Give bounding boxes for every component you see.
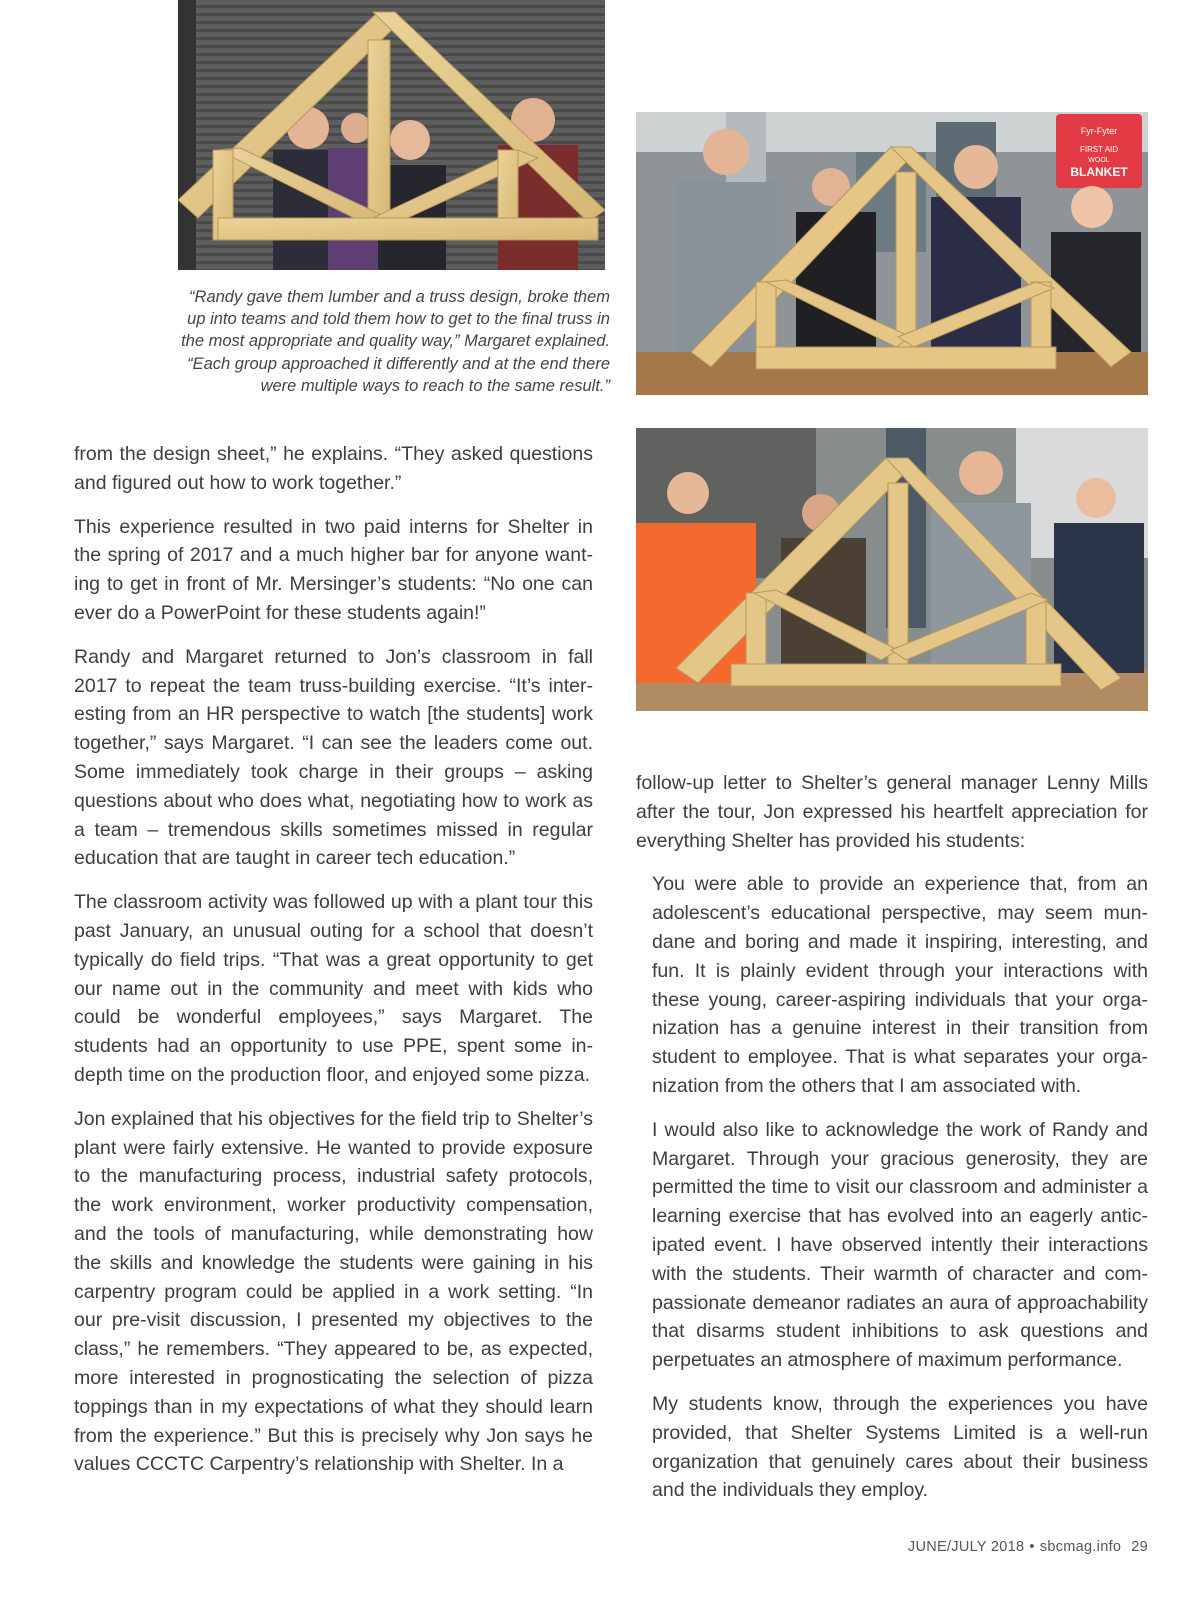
paragraph: from the design sheet,” he explains. “They asked questions and figured out how to work together.” (74, 443, 593, 494)
footer-separator: • (1029, 1539, 1035, 1555)
article-left-column (74, 440, 593, 1494)
sign-line-3: BLANKET (1070, 165, 1128, 179)
paragraph: Jon explained that his objectives for the field trip to Shelter’s plant were fairly extensive. He wanted to provide exposure to the manufacturing process, industrial safety protocols, the work environment, worker productivity compensation, and the tools of manufacturing, while demonstrating how the skills and knowledge the students were gaining in his carpentry program could be applied in a work setting. “In our pre-visit discussion, I presented my objectives to the class,” he remembers. “They appeared to be, as expected, more interested in prognosticating the selection of pizza toppings than in my expectations of what they should learn from the experience.” But this is precisely why Jon says he values CCCTC Carpentry’s relationship with Shelter. In a (74, 1107, 593, 1476)
caption-line: the most appropriate and quality way,” Margaret explained. (181, 332, 610, 351)
sign-line-1: FIRST AID (1079, 145, 1119, 154)
caption-line: up into teams and told them how to get to the final truss in (187, 310, 610, 329)
truss-photo-2 (636, 112, 1148, 395)
truss-photo-3 (636, 428, 1148, 711)
quote-paragraph: I would also like to acknowledge the work of Randy and Margaret. Through your gracious generosity, they are permitted the time to visit our classroom and administer a learning exercise that has evolved into an eagerly anticipated event. I have observed intently their interactions with the students. Their warmth of character and compassionate demeanor radiates an aura of approachability that disarms student inhibitions to ask questions and perpetuates an atmosphere of maximum performance. (652, 1118, 1148, 1372)
truss-photo-1 (178, 0, 605, 270)
caption-line: were multiple ways to reach to the same result.” (260, 376, 610, 395)
paragraph: The classroom activity was followed up with a plant tour this past January, an unusual outing for a school that doesn’t typically do field trips. “That was a great opportunity to get our name out in the community and meet with kids who could be wonderful employees,” says Margaret. The students had an opportunity to use PPE, spent some in-depth time on the production floor, and enjoyed some pizza. (74, 891, 593, 1086)
quote-paragraph: My students know, through the experiences you have provided, that Shelter Systems Limited is a well-run organization that genuinely cares about their business and the individuals they employ. (652, 1392, 1148, 1502)
page-number: 29 (1131, 1539, 1148, 1555)
quote-paragraph: You were able to provide an experience that, from an adolescent’s educational perspective, may seem mundane and boring and made it inspiring, interesting, and fun. It is plainly evident through your interactions with these young, career-aspiring individuals that your organization has a genuine interest in their transition from student to employee. That is what separates your organization from the others that I am associated with. (652, 873, 1148, 1097)
sign-line-2: WOOL (1088, 157, 1110, 164)
site-link[interactable]: sbcmag.info (1039, 1539, 1122, 1555)
paragraph: follow-up letter to Shelter’s general manager Lenny Mills after the tour, Jon expressed his heartfelt appreciation for everything Shelter has provided his students: (636, 772, 1148, 852)
issue-date: JUNE/JULY 2018 (907, 1539, 1025, 1555)
letter-quote (636, 870, 1148, 1505)
paragraph: Randy and Margaret returned to Jon’s classroom in fall 2017 to repeat the team truss-building exercise. “It’s interesting from an HR perspective to watch [the students] work together,” says Margaret. “I can see the leaders come out. Some immediately took charge in their groups – asking questions about who does what, negotiating how to work as a team – tremendous skills sometimes missed in regular education that are taught in career tech education.” (74, 645, 593, 870)
caption-line: “Randy gave them lumber and a truss design, broke them (189, 288, 610, 306)
photo-caption (156, 286, 610, 397)
paragraph: This experience resulted in two paid interns for Shelter in the spring of 2017 and a much higher bar for anyone wanting to get in front of Mr. Mersinger’s students: “No one can ever do a PowerPoint for these students again!” (74, 515, 593, 624)
article-right-column (636, 769, 1148, 1520)
caption-line: “Each group approached it differently and at the end there (187, 354, 610, 373)
svg-text:Fyr-Fyter: Fyr-Fyter (1080, 126, 1118, 136)
page-footer (908, 1539, 1148, 1555)
